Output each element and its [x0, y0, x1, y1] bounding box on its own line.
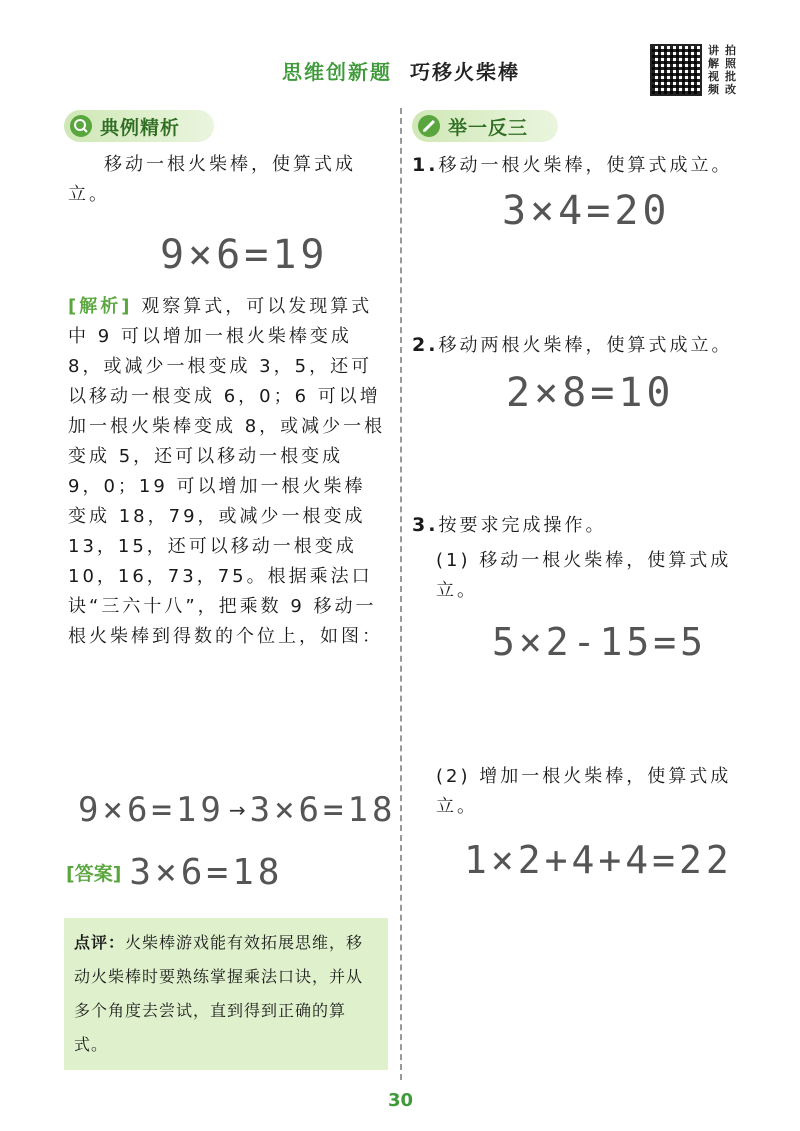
question-2-text: 移动两根火柴棒，使算式成立。: [438, 335, 733, 356]
transform-from: 9×6=19: [78, 790, 225, 830]
part-1-equation: 5×2-15=5: [492, 620, 708, 664]
transform-row: [78, 790, 397, 830]
qr-code-icon[interactable]: [650, 44, 702, 96]
analysis-tag: [解析]: [68, 296, 133, 317]
section-title: 思维创新题: [282, 60, 392, 84]
question-3-text: 按要求完成操作。: [438, 515, 607, 536]
question-3: [412, 510, 752, 541]
column-divider: [400, 108, 402, 1080]
part-1-label: (1): [436, 550, 471, 571]
question-3-part-2: [436, 762, 752, 822]
tip-label: 点评：: [74, 933, 126, 952]
question-1-equation: 3×4=20: [502, 188, 671, 234]
qr-caption-char: 视: [708, 70, 719, 83]
magnifier-icon: [70, 115, 92, 137]
question-1-number: 1.: [412, 154, 439, 176]
transform-to: 3×6=18: [249, 790, 397, 830]
qr-caption-char: 讲: [708, 44, 719, 57]
question-2-equation: 2×8=10: [506, 370, 675, 416]
qr-caption-char: 拍: [725, 44, 736, 57]
answer-row: [66, 852, 283, 893]
topic-title: 巧移火柴棒: [410, 60, 520, 84]
qr-caption-char: 改: [725, 83, 736, 96]
arrow-icon: →: [228, 798, 246, 822]
example-intro: 移动一根火柴棒，使算式成立。: [68, 154, 356, 205]
answer-tag: [答案]: [66, 863, 122, 885]
part-1-text: 移动一根火柴棒，使算式成立。: [436, 550, 732, 601]
qr-caption-char: 照: [725, 57, 736, 70]
example-equation: 9×6=19: [160, 232, 329, 278]
practice-pill-label: 举一反三: [448, 116, 529, 139]
tip-text: 火柴棒游戏能有效拓展思维，移动火柴棒时要熟练掌握乘法口诀，并从多个角度去尝试，直到得到正确的算式。: [74, 933, 364, 1054]
analysis-tag-text: 解析: [79, 296, 122, 317]
answer-equation: 3×6=18: [129, 852, 284, 893]
qr-caption: [708, 44, 742, 96]
analysis-block: [68, 292, 386, 652]
part-2-equation: 1×2+4+4=22: [464, 838, 733, 882]
question-2: [412, 330, 752, 361]
example-pill: [64, 110, 214, 142]
page-number: 30: [388, 1090, 414, 1111]
analysis-text: 观察算式，可以发现算式中 9 可以增加一根火柴棒变成 8，或减少一根变成 3，5，还可以移动一根变成 6，0；6 可以增加一根火柴棒变成 8，或减少一根变成 5，还可以移动一根变成 9，0；19 可以增加一根火柴棒变成 18，79，或减少一根变成 13，15，还可以移动一根变成 10，16，73，75。根据乘法口诀“三六十八”，把乘数 9 移动一根火柴棒到得数的个位上，如图：: [68, 296, 386, 647]
qr-caption-char: 批: [725, 70, 736, 83]
question-3-number: 3.: [412, 514, 439, 536]
example-pill-label: 典例精析: [100, 116, 181, 139]
qr-caption-char: 频: [708, 83, 719, 96]
part-2-text: 增加一根火柴棒，使算式成立。: [436, 766, 732, 817]
answer-tag-text: 答案: [74, 863, 113, 885]
question-2-number: 2.: [412, 334, 439, 356]
question-3-part-1: [436, 546, 752, 606]
pencil-icon: [418, 115, 440, 137]
practice-pill: [412, 110, 558, 142]
qr-caption-char: 解: [708, 57, 719, 70]
tip-box: [64, 918, 388, 1070]
question-1: [412, 150, 752, 181]
part-2-label: (2): [436, 766, 471, 787]
question-1-text: 移动一根火柴棒，使算式成立。: [438, 155, 733, 176]
